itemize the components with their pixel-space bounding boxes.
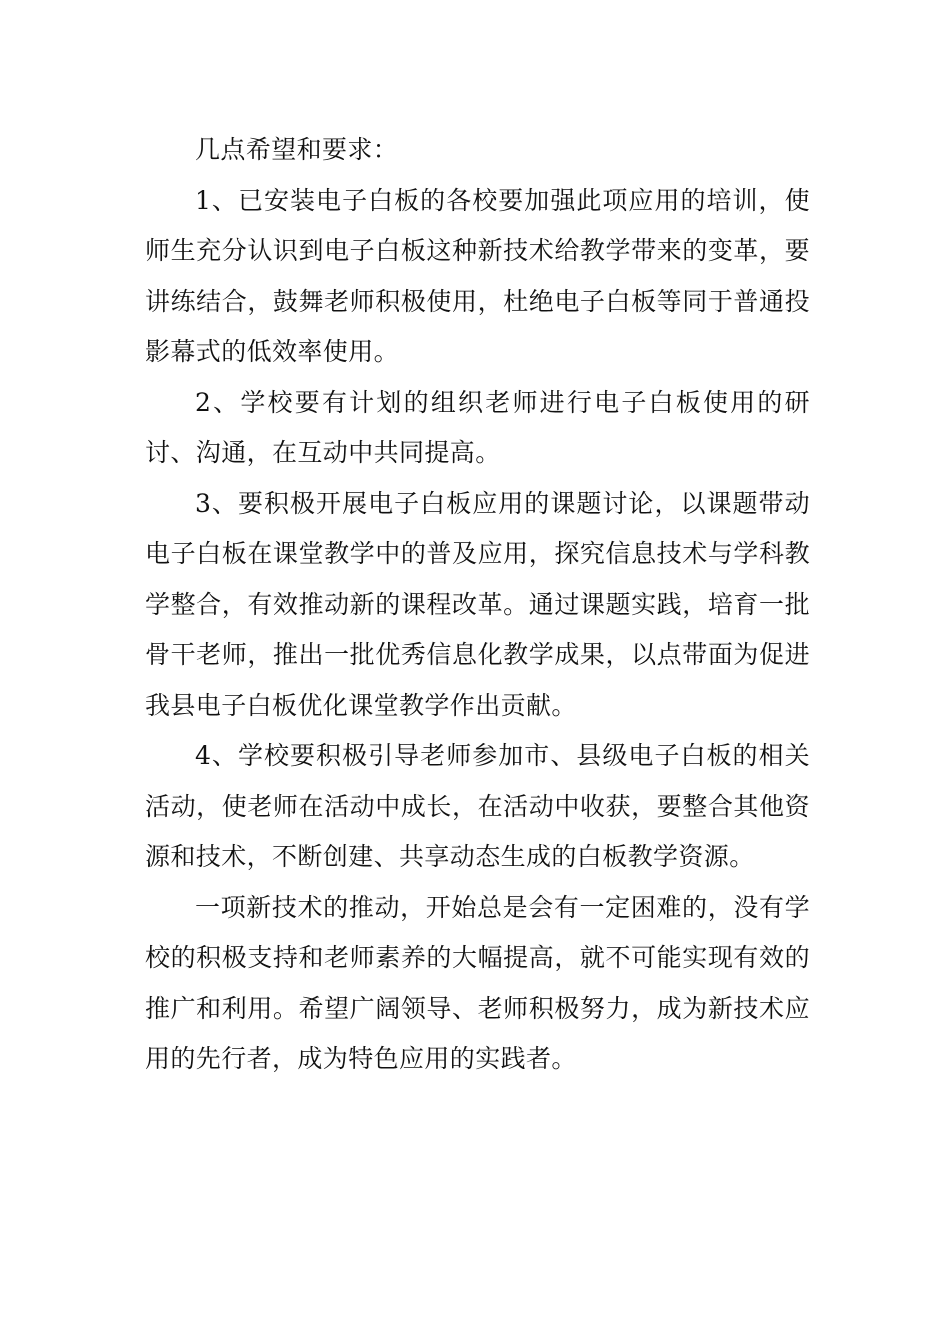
section-heading: 几点希望和要求：	[195, 135, 399, 164]
paragraph-2: 2、学校要有计划的组织老师进行电子白板使用的研讨、沟通，在互动中共同提高。	[145, 387, 810, 467]
paragraph-3: 3、要积极开展电子白板应用的课题讨论，以课题带动电子白板在课堂教学中的普及应用，探究信息技术与学科教学整合，有效推动新的课程改革。通过课题实践，培育一批骨干老师，推出一批优秀信息化教学成果，以点带面为促进我县电子白板优化课堂教学作出贡献。	[145, 488, 810, 720]
paragraph-1: 1、已安装电子白板的各校要加强此项应用的培训，使师生充分认识到电子白板这种新技术给教学带来的变革，要讲练结合，鼓舞老师积极使用，杜绝电子白板等同于普通投影幕式的低效率使用。	[145, 185, 810, 366]
document-body	[145, 125, 810, 1085]
paragraph-4: 4、学校要积极引导老师参加市、县级电子白板的相关活动，使老师在活动中成长，在活动中收获，要整合其他资源和技术，不断创建、共享动态生成的白板教学资源。	[145, 741, 810, 871]
paragraph-5: 一项新技术的推动，开始总是会有一定困难的，没有学校的积极支持和老师素养的大幅提高，就不可能实现有效的推广和利用。希望广阔领导、老师积极努力，成为新技术应用的先行者，成为特色应用的实践者。	[145, 892, 810, 1073]
